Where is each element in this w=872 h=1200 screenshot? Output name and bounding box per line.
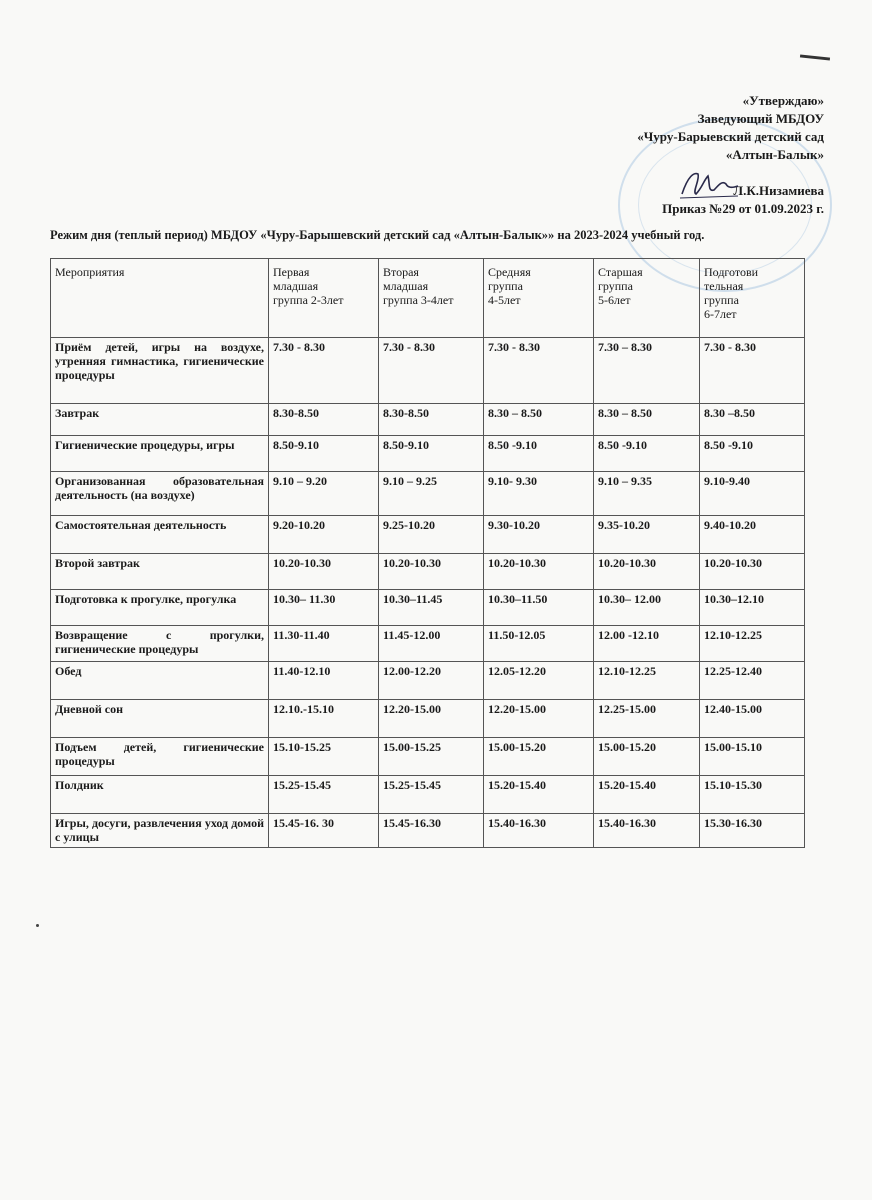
approver-position: Заведующий МБДОУ <box>697 111 824 126</box>
time-cell: 10.30– 11.30 <box>269 590 379 626</box>
table-row <box>51 626 805 662</box>
time-cell: 8.30-8.50 <box>379 404 484 436</box>
activity-cell: Подготовка к прогулке, прогулка <box>51 590 269 626</box>
activity-cell: Обед <box>51 662 269 700</box>
time-cell: 7.30 – 8.30 <box>594 338 700 404</box>
time-cell: 9.20-10.20 <box>269 516 379 554</box>
activity-cell: Организованная образовательная деятельность (на воздухе) <box>51 472 269 516</box>
time-cell: 15.20-15.40 <box>594 776 700 814</box>
approval-block <box>637 92 824 218</box>
time-cell: 15.00-15.25 <box>379 738 484 776</box>
header-activity: Мероприятия <box>51 259 269 338</box>
time-cell: 15.10-15.30 <box>700 776 805 814</box>
approve-label: «Утверждаю» <box>742 93 824 108</box>
time-cell: 9.10 – 9.25 <box>379 472 484 516</box>
time-cell: 12.00-12.20 <box>379 662 484 700</box>
time-cell: 11.50-12.05 <box>484 626 594 662</box>
header-group: Вторая младшая группа 3-4лет <box>379 259 484 338</box>
organization-name-line1: «Чуру-Барыевский детский сад <box>637 129 824 144</box>
time-cell: 12.25-12.40 <box>700 662 805 700</box>
table-row <box>51 516 805 554</box>
activity-cell: Полдник <box>51 776 269 814</box>
schedule-table <box>50 258 805 848</box>
time-cell: 9.30-10.20 <box>484 516 594 554</box>
activity-cell: Подъем детей, гигиенические процедуры <box>51 738 269 776</box>
time-cell: 8.50-9.10 <box>269 436 379 472</box>
table-row <box>51 436 805 472</box>
time-cell: 8.30 –8.50 <box>700 404 805 436</box>
document-title: Режим дня (теплый период) МБДОУ «Чуру-Барышевский детский сад «Алтын-Балык»» на 2023-2024 учебный год. <box>50 228 705 242</box>
time-cell: 10.20-10.30 <box>379 554 484 590</box>
activity-cell: Приём детей, игры на воздухе, утренняя гимнастика, гигиенические процедуры <box>51 338 269 404</box>
activity-cell: Возвращение с прогулки, гигиенические процедуры <box>51 626 269 662</box>
time-cell: 10.20-10.30 <box>700 554 805 590</box>
time-cell: 15.45-16.30 <box>379 814 484 848</box>
time-cell: 8.50 -9.10 <box>700 436 805 472</box>
time-cell: 9.40-10.20 <box>700 516 805 554</box>
activity-cell: Завтрак <box>51 404 269 436</box>
time-cell: 7.30 - 8.30 <box>484 338 594 404</box>
time-cell: 8.30-8.50 <box>269 404 379 436</box>
table-row <box>51 554 805 590</box>
table-row <box>51 590 805 626</box>
time-cell: 10.30–12.10 <box>700 590 805 626</box>
time-cell: 12.05-12.20 <box>484 662 594 700</box>
time-cell: 8.30 – 8.50 <box>594 404 700 436</box>
time-cell: 12.40-15.00 <box>700 700 805 738</box>
time-cell: 15.30-16.30 <box>700 814 805 848</box>
header-group: Средняя группа 4-5лет <box>484 259 594 338</box>
activity-cell: Игры, досуги, развлечения уход домой с улицы <box>51 814 269 848</box>
time-cell: 10.30– 12.00 <box>594 590 700 626</box>
time-cell: 15.10-15.25 <box>269 738 379 776</box>
table-header-row <box>51 259 805 338</box>
time-cell: 11.40-12.10 <box>269 662 379 700</box>
time-cell: 12.25-15.00 <box>594 700 700 738</box>
time-cell: 15.40-16.30 <box>594 814 700 848</box>
time-cell: 9.10- 9.30 <box>484 472 594 516</box>
time-cell: 15.45-16. 30 <box>269 814 379 848</box>
time-cell: 12.20-15.00 <box>484 700 594 738</box>
scan-mark <box>800 54 830 60</box>
time-cell: 10.30–11.45 <box>379 590 484 626</box>
signature-graphic <box>678 166 740 202</box>
header-group: Подготови тельная группа 6-7лет <box>700 259 805 338</box>
time-cell: 12.10-12.25 <box>594 662 700 700</box>
time-cell: 7.30 - 8.30 <box>700 338 805 404</box>
signature-row <box>637 182 824 200</box>
time-cell: 8.50 -9.10 <box>594 436 700 472</box>
time-cell: 10.20-10.30 <box>484 554 594 590</box>
table-row <box>51 404 805 436</box>
time-cell: 9.10 – 9.20 <box>269 472 379 516</box>
time-cell: 9.10-9.40 <box>700 472 805 516</box>
time-cell: 8.50-9.10 <box>379 436 484 472</box>
table-row <box>51 338 805 404</box>
time-cell: 15.25-15.45 <box>269 776 379 814</box>
time-cell: 15.20-15.40 <box>484 776 594 814</box>
time-cell: 10.30–11.50 <box>484 590 594 626</box>
time-cell: 12.10.-15.10 <box>269 700 379 738</box>
time-cell: 15.40-16.30 <box>484 814 594 848</box>
time-cell: 15.00-15.20 <box>484 738 594 776</box>
time-cell: 15.00-15.10 <box>700 738 805 776</box>
time-cell: 7.30 - 8.30 <box>269 338 379 404</box>
table-row <box>51 814 805 848</box>
table-row <box>51 700 805 738</box>
activity-cell: Гигиенические процедуры, игры <box>51 436 269 472</box>
time-cell: 9.25-10.20 <box>379 516 484 554</box>
time-cell: 7.30 - 8.30 <box>379 338 484 404</box>
header-group: Старшая группа 5-6лет <box>594 259 700 338</box>
time-cell: 12.00 -12.10 <box>594 626 700 662</box>
time-cell: 9.35-10.20 <box>594 516 700 554</box>
table-row <box>51 738 805 776</box>
activity-cell: Дневной сон <box>51 700 269 738</box>
time-cell: 10.20-10.30 <box>269 554 379 590</box>
table-row <box>51 472 805 516</box>
organization-name-line2: «Алтын-Балык» <box>725 147 824 162</box>
activity-cell: Самостоятельная деятельность <box>51 516 269 554</box>
time-cell: 8.30 – 8.50 <box>484 404 594 436</box>
header-group: Первая младшая группа 2-3лет <box>269 259 379 338</box>
activity-cell: Второй завтрак <box>51 554 269 590</box>
scan-dot <box>36 924 39 927</box>
time-cell: 9.10 – 9.35 <box>594 472 700 516</box>
signer-name: Л.К.Низамиева <box>733 183 824 198</box>
time-cell: 8.50 -9.10 <box>484 436 594 472</box>
order-reference: Приказ №29 от 01.09.2023 г. <box>662 201 824 216</box>
time-cell: 12.20-15.00 <box>379 700 484 738</box>
time-cell: 11.45-12.00 <box>379 626 484 662</box>
table-row <box>51 662 805 700</box>
time-cell: 10.20-10.30 <box>594 554 700 590</box>
time-cell: 15.00-15.20 <box>594 738 700 776</box>
time-cell: 12.10-12.25 <box>700 626 805 662</box>
time-cell: 11.30-11.40 <box>269 626 379 662</box>
table-row <box>51 776 805 814</box>
time-cell: 15.25-15.45 <box>379 776 484 814</box>
